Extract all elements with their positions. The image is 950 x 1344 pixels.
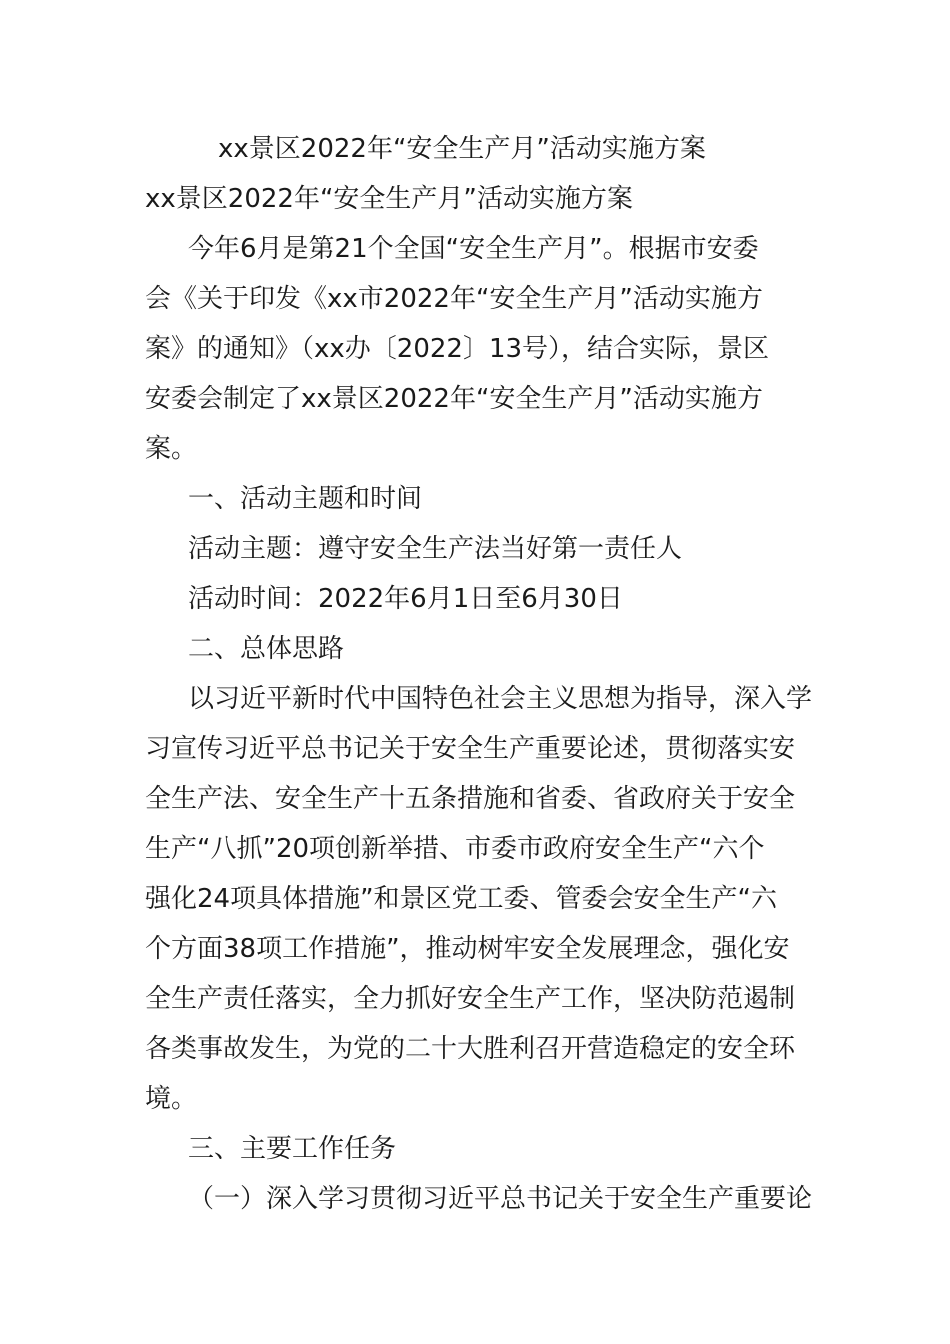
activity-time: 活动时间：2022年6月1日至6月30日 [188, 584, 623, 614]
section-2-line-3: 全生产法、安全生产十五条措施和省委、省政府关于安全 [145, 784, 796, 814]
intro-line-5: 案。 [145, 434, 198, 464]
intro-line-3: 案》的通知》（xx办〔2022〕13号），结合实际，景区 [145, 334, 770, 364]
section-2-line-1: 以习近平新时代中国特色社会主义思想为指导，深入学 [188, 684, 813, 714]
section-2-heading: 二、总体思路 [188, 634, 345, 664]
section-1-heading: 一、活动主题和时间 [188, 484, 423, 514]
intro-line-2: 会《关于印发《xx市2022年“安全生产月”活动实施方 [145, 284, 763, 314]
section-2-line-9: 境。 [145, 1084, 198, 1114]
section-2-line-5: 强化24项具体措施”和景区党工委、管委会安全生产“六 [145, 884, 778, 914]
document-title: xx景区2022年“安全生产月”活动实施方案 [218, 134, 706, 164]
activity-theme: 活动主题：遵守安全生产法当好第一责任人 [188, 534, 683, 564]
section-2-line-6: 个方面38项工作措施”，推动树牢安全发展理念，强化安 [145, 934, 790, 964]
intro-line-1: 今年6月是第21个全国“安全生产月”。根据市安委 [188, 234, 759, 264]
subsection-1-line: （一）深入学习贯彻习近平总书记关于安全生产重要论 [188, 1184, 813, 1214]
section-2-line-8: 各类事故发生，为党的二十大胜利召开营造稳定的安全环 [145, 1034, 796, 1064]
section-2-line-7: 全生产责任落实，全力抓好安全生产工作，坚决防范遏制 [145, 984, 796, 1014]
section-2-line-2: 习宣传习近平总书记关于安全生产重要论述，贯彻落实安 [145, 734, 796, 764]
intro-line-4: 安委会制定了xx景区2022年“安全生产月”活动实施方 [145, 384, 763, 414]
document-subtitle: xx景区2022年“安全生产月”活动实施方案 [145, 184, 633, 214]
section-3-heading: 三、主要工作任务 [188, 1134, 397, 1164]
section-2-line-4: 生产“八抓”20项创新举措、市委市政府安全生产“六个 [145, 834, 765, 864]
